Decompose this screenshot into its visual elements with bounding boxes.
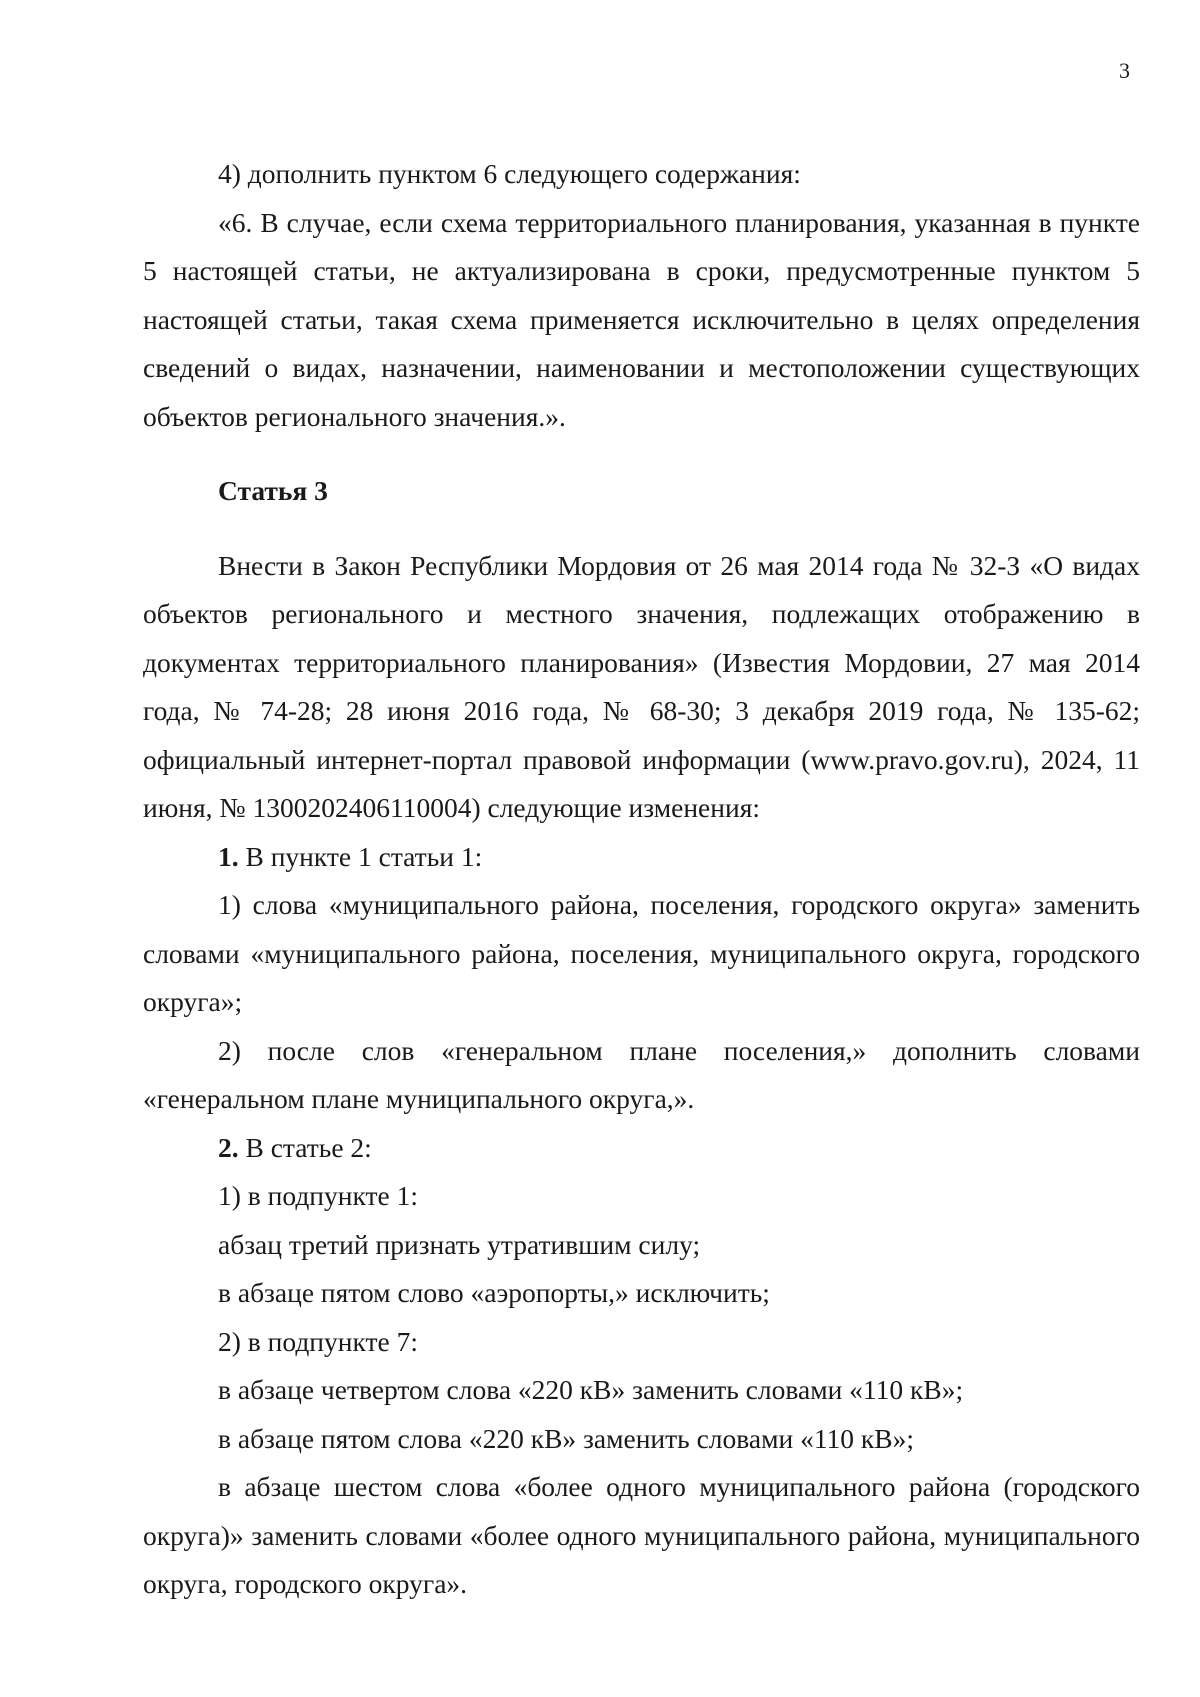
- paragraph-point-6-text: «6. В случае, если схема территориального планирования, указанная в пункте 5 настоящей статьи, не актуализирована в сроки, предусмотренные пунктом 5 настоящей статьи, такая схема применяется исключительно в целях определения сведений о видах, назначении, наименовании и местоположении существующих объектов регионального значения.».: [143, 206, 1140, 432]
- paragraph-item-2-sub-7: 2) в подпункте 7:: [218, 1325, 418, 1357]
- paragraph-item-2-sub-7-a: в абзаце четвертом слова «220 кВ» заменить словами «110 кВ»;: [218, 1374, 964, 1405]
- item-2-text: В статье 2:: [238, 1131, 372, 1163]
- paragraph-law-intro: Внести в Закон Республики Мордовия от 26 мая 2014 года № 32-З «О видах объектов регионального и местного значения, подлежащих отображению в документах территориального планирования» (Известия Мордовии, 27 мая 2014 года, № 74-28; 28 июня 2016 года, № 68-30; 3 декабря 2019 года, № 135-62; официальный интернет-портал правовой информации (www.pravo.gov.ru), 2024, 11 июня, № 1300202406110004) следующие изменения:: [143, 549, 1140, 823]
- paragraph-item-1-sub-2: 2) после слов «генеральном плане поселения,» дополнить словами «генеральном плане муниципального округа,».: [143, 1034, 1140, 1114]
- article-3-heading: Статья 3: [218, 475, 328, 506]
- paragraph-item-2-sub-1-b: в абзаце пятом слово «аэропорты,» исключить;: [218, 1277, 770, 1308]
- document-body: [143, 150, 1140, 1609]
- paragraph-item-1-sub-1: 1) слова «муниципального района, поселения, городского округа» заменить словами «муниципального района, поселения, муниципального округа, городского округа»;: [143, 889, 1140, 1017]
- paragraph-item-2: [143, 1124, 1140, 1173]
- page-number: 3: [1119, 58, 1130, 83]
- paragraph-item-2-sub-1-a: абзац третий признать утратившим силу;: [218, 1228, 701, 1260]
- item-2-number: 2.: [218, 1131, 239, 1163]
- paragraph-amendment-4: 4) дополнить пунктом 6 следующего содержания:: [218, 158, 801, 189]
- item-1-text: В пункте 1 статьи 1:: [238, 840, 483, 872]
- paragraph-item-1: [143, 833, 1140, 882]
- paragraph-item-2-sub-7-c: в абзаце шестом слова «более одного муниципального района (городского округа)» заменить словами «более одного муниципального района, муниципального округа, городского округа».: [143, 1471, 1140, 1599]
- item-1-number: 1.: [218, 840, 239, 872]
- paragraph-item-2-sub-1: 1) в подпункте 1:: [218, 1180, 418, 1211]
- paragraph-item-2-sub-7-b: в абзаце пятом слова «220 кВ» заменить словами «110 кВ»;: [218, 1422, 915, 1454]
